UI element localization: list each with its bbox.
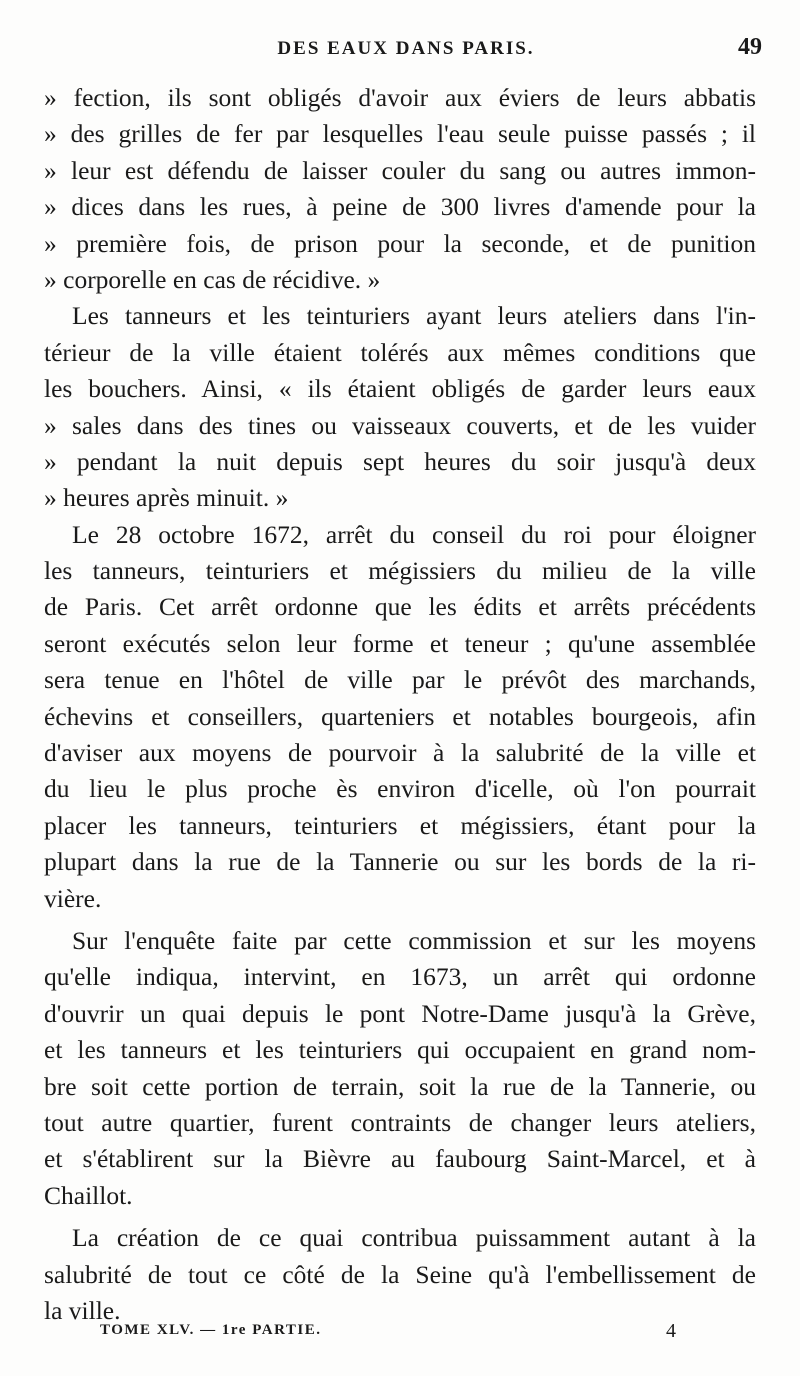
text-line: les bouchers. Ainsi, « ils étaient obligés de garder leurs eaux — [44, 374, 756, 404]
page-footer — [100, 1320, 676, 1350]
text-line: » pendant la nuit depuis sept heures du soir jusqu'à deux — [44, 446, 756, 476]
signature-number: 4 — [666, 1320, 676, 1342]
page-header — [50, 34, 762, 74]
text-line: tout autre quartier, furent contraints de changer leurs ateliers, — [44, 1107, 756, 1137]
text-line: la ville. — [44, 1295, 121, 1325]
text-line: sera tenue en l'hôtel de ville par le prévôt des marchands, — [44, 665, 756, 695]
text-line: les tanneurs, teinturiers et mégissiers du milieu de la ville — [44, 556, 756, 586]
body-text — [44, 80, 756, 1329]
text-line: du lieu le plus proche ès environ d'icelle, où l'on pourrait — [44, 774, 756, 804]
paragraph-enquete — [44, 923, 756, 1214]
text-line: » corporelle en cas de récidive. » — [44, 264, 381, 294]
paragraph-tanneurs — [44, 298, 756, 516]
text-line: La création de ce quai contribua puissamment autant à la — [72, 1223, 756, 1253]
paragraph-creation-quai — [44, 1220, 756, 1329]
paragraph-quote-continuation — [44, 80, 756, 298]
text-line: » sales dans des tines ou vaisseaux couverts, et de les vuider — [44, 410, 756, 440]
text-line: qu'elle indiqua, intervint, en 1673, un arrêt qui ordonne — [44, 962, 756, 992]
text-line: Chaillot. — [44, 1180, 133, 1210]
text-line: Le 28 octobre 1672, arrêt du conseil du roi pour éloigner — [72, 519, 756, 549]
text-line: bre soit cette portion de terrain, soit la rue de la Tannerie, ou — [44, 1071, 756, 1101]
paragraph-arret-1672 — [44, 517, 756, 917]
text-line: » fection, ils sont obligés d'avoir aux éviers de leurs abbatis — [44, 83, 756, 112]
text-line: térieur de la ville étaient tolérés aux mêmes conditions que — [44, 337, 756, 367]
text-line: d'ouvrir un quai depuis le pont Notre-Dame jusqu'à la Grève, — [44, 998, 756, 1028]
text-line: et s'établirent sur la Bièvre au faubourg Saint-Marcel, et à — [44, 1144, 756, 1174]
page-number: 49 — [738, 34, 762, 60]
running-head: DES EAUX DANS PARIS. — [277, 38, 535, 59]
text-line: » première fois, de prison pour la seconde, et de punition — [44, 228, 756, 258]
text-line: échevins et conseillers, quarteniers et notables bourgeois, afin — [44, 701, 756, 731]
text-line: Les tanneurs et les teinturiers ayant leurs ateliers dans l'in- — [72, 301, 756, 331]
text-line: » leur est défendu de laisser couler du sang ou autres immon- — [44, 155, 756, 185]
text-line: » heures après minuit. » — [44, 483, 289, 513]
text-line: seront exécutés selon leur forme et teneur ; qu'une assemblée — [44, 628, 756, 658]
text-line: et les tanneurs et les teinturiers qui occupaient en grand nom- — [44, 1035, 756, 1065]
text-line: vière. — [44, 883, 102, 913]
text-line: » dices dans les rues, à peine de 300 livres d'amende pour la — [44, 192, 756, 222]
text-line: placer les tanneurs, teinturiers et mégissiers, étant pour la — [44, 810, 756, 840]
text-line: salubrité de tout ce côté de la Seine qu'à l'embellissement de — [44, 1259, 756, 1289]
text-line: de Paris. Cet arrêt ordonne que les édits et arrêts précédents — [44, 592, 756, 622]
text-line: plupart dans la rue de la Tannerie ou sur les bords de la ri- — [44, 847, 756, 877]
text-line: » des grilles de fer par lesquelles l'eau seule puisse passés ; il — [44, 119, 756, 149]
printer-signature: TOME XLV. — 1re PARTIE. — [100, 1322, 322, 1338]
text-line: Sur l'enquête faite par cette commission et sur les moyens — [72, 925, 756, 955]
text-line: d'aviser aux moyens de pourvoir à la salubrité de la ville et — [44, 738, 756, 768]
